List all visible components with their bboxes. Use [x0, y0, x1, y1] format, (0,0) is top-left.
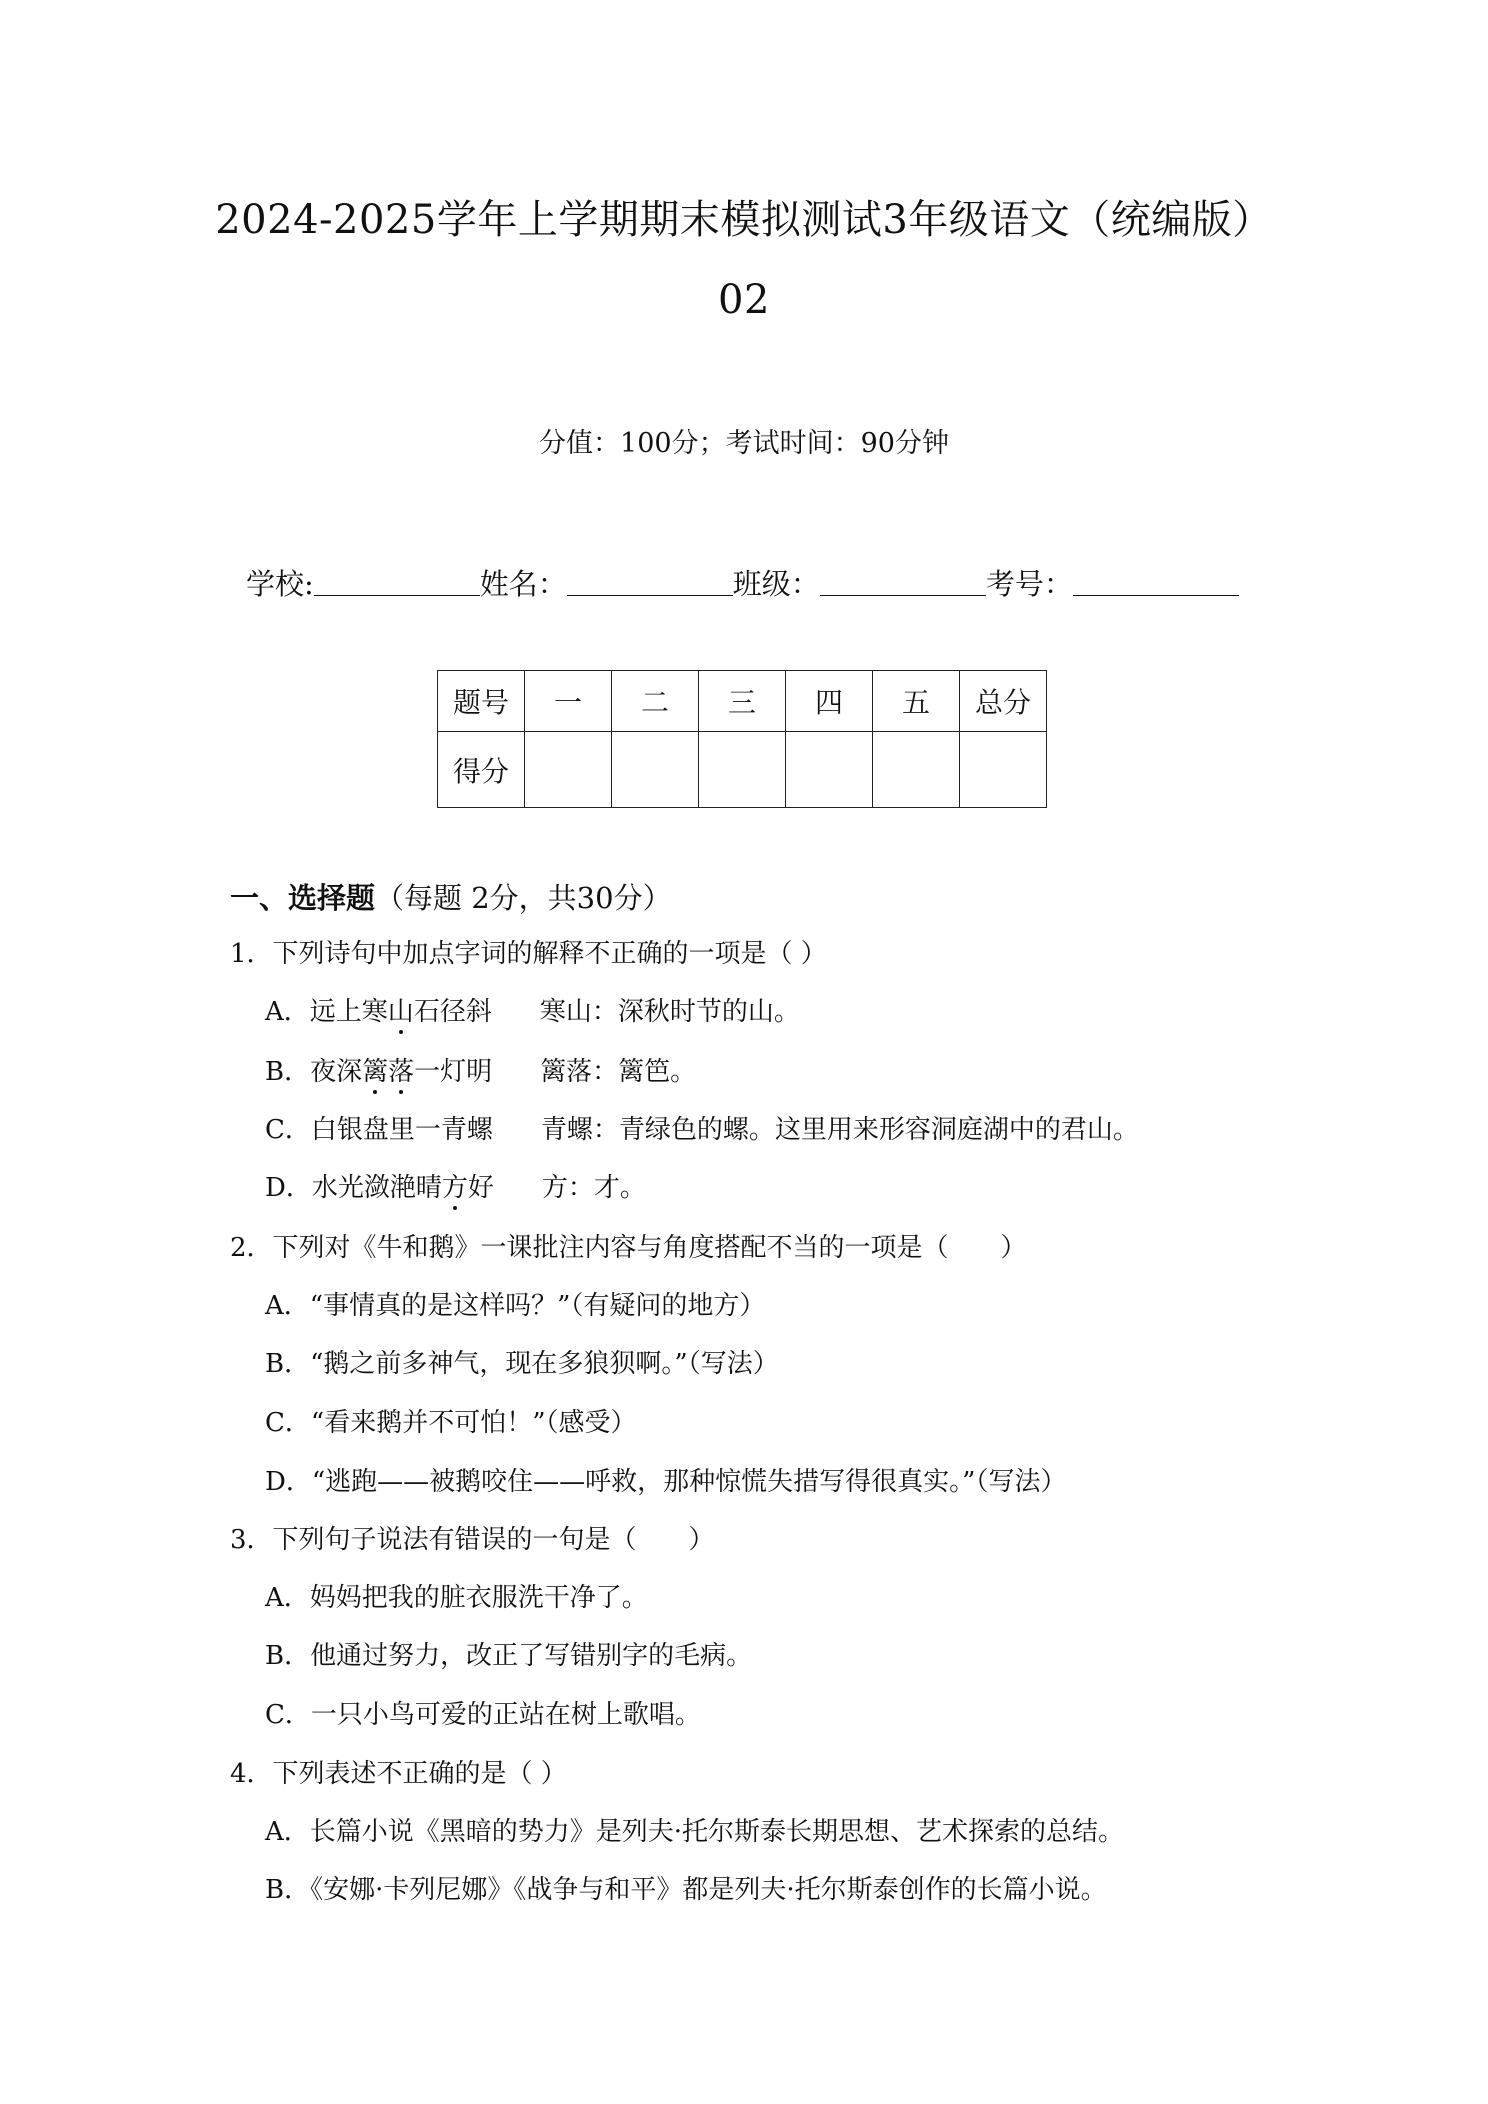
answer-option[interactable]: [265, 1638, 752, 1674]
score-and-time: 分值：100分；考试时间：90分钟: [539, 428, 949, 459]
school-blank[interactable]: [314, 565, 480, 596]
score-table-cell: 一: [525, 671, 612, 732]
score-entry-cell[interactable]: [786, 732, 873, 808]
verse-text: 远上寒: [309, 997, 388, 1027]
option-explanation: 方：才。: [541, 1173, 646, 1203]
dotted-word: [362, 1057, 414, 1087]
answer-option[interactable]: [265, 994, 800, 1030]
answer-option[interactable]: [265, 1170, 646, 1206]
option-explanation: 青螺：青绿色的螺。这里用来形容洞庭湖中的君山。: [540, 1115, 1139, 1145]
verse-text: 夜深: [310, 1057, 363, 1087]
student-info-line: [246, 564, 1239, 604]
option-verse: [312, 1173, 494, 1203]
option-explanation: 寒山：深秋时节的山。: [539, 997, 800, 1027]
option-text: “鹅之前多神气，现在多狼狈啊。”（写法）: [310, 1349, 779, 1379]
score-table: [437, 670, 1047, 808]
answer-option[interactable]: [265, 1112, 1139, 1148]
dotted-word: 山: [387, 997, 414, 1027]
score-table-cell: 二: [612, 671, 699, 732]
score-table-cell: 总分: [960, 671, 1047, 732]
section-note: （每题 2分，共30分）: [375, 881, 672, 915]
option-label: C．: [265, 1115, 311, 1145]
option-verse: [310, 997, 492, 1027]
answer-option[interactable]: [265, 1346, 779, 1382]
option-label: A．: [265, 1291, 310, 1321]
verse-text: 石径斜: [413, 997, 492, 1027]
answer-option[interactable]: [265, 1872, 1107, 1908]
option-text: 妈妈把我的脏衣服洗干净了。: [309, 1583, 648, 1613]
option-label: D．: [265, 1173, 312, 1203]
score-table-cell: 题号: [438, 671, 525, 732]
option-text: 他通过努力，改正了写错别字的毛病。: [310, 1641, 753, 1671]
option-label: A．: [265, 1817, 310, 1847]
score-table-cell: 五: [873, 671, 960, 732]
name-blank[interactable]: [567, 565, 733, 596]
question-stem: 4．下列表述不正确的是（ ）: [230, 1759, 567, 1789]
answer-option[interactable]: [265, 1405, 637, 1441]
section-title: 一、选择题: [230, 881, 376, 915]
option-label: B．: [265, 1057, 311, 1087]
answer-option[interactable]: [265, 1697, 701, 1733]
class-blank[interactable]: [820, 565, 986, 596]
exam-number-blank[interactable]: [1073, 565, 1239, 596]
option-label: C．: [265, 1408, 311, 1438]
option-text: “看来鹅并不可怕！”（感受）: [310, 1408, 637, 1438]
section-heading: [230, 878, 672, 918]
question-stem: 3．下列句子说法有错误的一句是（ ）: [230, 1525, 715, 1555]
option-label: D．: [265, 1467, 312, 1497]
score-table-cell: 得分: [438, 732, 525, 808]
score-table-cell: 三: [699, 671, 786, 732]
option-label: A．: [265, 997, 310, 1027]
option-text: “事情真的是这样吗？”（有疑问的地方）: [309, 1291, 766, 1321]
score-entry-cell[interactable]: [612, 732, 699, 808]
option-label: C．: [265, 1700, 311, 1730]
option-label: B．: [265, 1875, 311, 1905]
option-text: 《安娜·卡列尼娜》《战争与和平》都是列夫·托尔斯泰创作的长篇小说。: [310, 1875, 1107, 1905]
score-entry-cell[interactable]: [960, 732, 1047, 808]
option-text: “逃跑——被鹅咬住——呼救，那种惊慌失措写得很真实。”（写法）: [311, 1467, 1067, 1497]
school-label: 学校:: [246, 567, 314, 601]
verse-text: 好: [467, 1173, 494, 1203]
score-table-cell: 四: [786, 671, 873, 732]
option-verse: [310, 1057, 492, 1087]
option-text: 长篇小说《黑暗的势力》是列夫·托尔斯泰长期思想、艺术探索的总结。: [309, 1817, 1125, 1847]
score-entry-cell[interactable]: [525, 732, 612, 808]
dotted-char: 落: [388, 1057, 415, 1087]
option-explanation: 篱落：篱笆。: [540, 1057, 697, 1087]
score-table-score-row: [438, 732, 1047, 808]
verse-text: 一灯明: [414, 1057, 493, 1087]
question-stem: 1．下列诗句中加点字词的解释不正确的一项是（ ）: [230, 939, 827, 969]
answer-option[interactable]: [265, 1580, 648, 1616]
score-entry-cell[interactable]: [873, 732, 960, 808]
option-text: 一只小鸟可爱的正站在树上歌唱。: [310, 1700, 701, 1730]
answer-option[interactable]: [265, 1464, 1066, 1500]
dotted-word: 方: [441, 1173, 468, 1203]
option-label: A．: [265, 1583, 310, 1613]
dotted-char: 篱: [362, 1057, 389, 1087]
question-stem: 2．下列对《牛和鹅》一课批注内容与角度搭配不当的一项是（ ）: [230, 1233, 1027, 1263]
answer-option[interactable]: [265, 1814, 1124, 1850]
answer-option[interactable]: [265, 1288, 765, 1324]
score-table-header-row: [438, 671, 1047, 732]
option-label: B．: [265, 1349, 311, 1379]
answer-option[interactable]: [265, 1054, 696, 1090]
score-entry-cell[interactable]: [699, 732, 786, 808]
exam-title: 2024-2025学年上学期期末模拟测试3年级语文（统编版）: [215, 197, 1273, 243]
exam-title-number: 02: [718, 277, 770, 323]
option-label: B．: [265, 1641, 311, 1671]
verse-text: 水光潋滟晴: [311, 1173, 442, 1203]
option-verse: 白银盘里一青螺: [310, 1115, 493, 1145]
class-label: 班级：: [732, 567, 820, 601]
name-label: 姓名：: [479, 567, 567, 601]
exam-number-label: 考号：: [985, 567, 1073, 601]
